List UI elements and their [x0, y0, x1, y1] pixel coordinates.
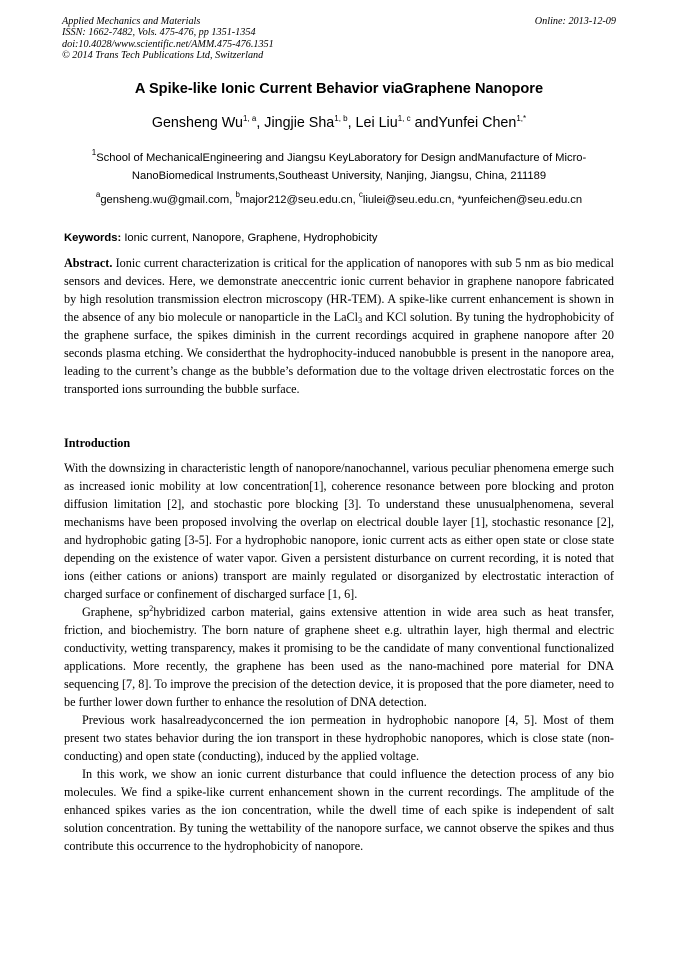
author-name: Gensheng Wu — [151, 115, 243, 131]
keywords — [64, 230, 377, 246]
introduction-body — [64, 459, 614, 855]
abstract-text: Ionic current characterization is critical for the application of nanopores with sub 5 nm as bio medical sensors and devices. Here, we demonstrate aneccentric ionic current behavior in graphene nanopore fabricated by high resolution transmission electron microscopy (HR-TEM). A spike-like current enhancement is shown in the absence of any bio molecule or nanoparticle in the LaCl — [64, 256, 615, 324]
author-name: Jingjie Sha — [264, 115, 335, 131]
author-list — [40, 114, 638, 132]
email-address[interactable]: *yunfeichen@seu.edu.cn — [457, 194, 583, 206]
paragraph-text-continued: hybridized carbon material, gains extensive attention in wide area such as heat transfer, friction, and biochemistry. The born nature of graphene sheet e.g. ultrathin layer, high thermal and electric conductivity, wetting transparency, makes it promising to be the candidate of many conventional functionalized applications. More recently, the graphene has been used as the nano-machined pore material for DNA sequencing [7, 8]. To improve the precision of the detection device, it is proposed that the pore diameter, need to be further lower down further to enhance the resolution of DNA detection. — [64, 605, 614, 709]
email-mark: b — [235, 190, 240, 199]
abstract-text-continued: and KCl solution. By tuning the hydrophobicity of the graphene surface, the spikes diminish in the current recordings acquired in graphene nanopore after 20 seconds plasma etching. We considerthat the hydrophocity-induced nanobubble is present in the nanopore area, leading to the current’s change as the bubble’s deformation due to the voltage driven electrostatic forces on the transported ions surrounding the bubble surface. — [64, 310, 614, 396]
journal-copyright: © 2014 Trans Tech Publications Ltd, Switzerland — [62, 49, 264, 61]
paragraph: With the downsizing in characteristic length of nanopore/nanochannel, various peculiar phenomena emerge such as increased ionic mobility at low concentration[1], coherence resonance between pore blocking and proton diffusion limitation [2], and stochastic pore blocking [3]. To understand these unusualphenomena, several mechanisms have been proposed involving the overlap on electrical double layer [1], stochastic resonance [2], and hydrophobic gating [3-5]. For a hydrophobic nanopore, ionic current acts as either open state or close state depending on the existence of water vapor. Given a persistent disturbance on current recording, it is noted that ions (either cations or anions) transport are mainly regulated or disorganized by electrostatic interaction of charged surface or confinement of discharged surface [1, 6]. — [64, 461, 614, 601]
author-affiliation-mark: 1,* — [516, 114, 527, 123]
email-list — [40, 192, 638, 208]
affiliation-mark: 1 — [91, 148, 97, 157]
author-affiliation-mark: 1, b — [334, 114, 348, 123]
email-address[interactable]: gensheng.wu@gmail.com, — [100, 194, 236, 206]
paragraph — [64, 603, 614, 711]
affiliation — [62, 150, 616, 185]
journal-doi: doi:10.4028/www.scientific.net/AMM.475-476.1351 — [62, 38, 274, 50]
paper-title: A Spike-like Ionic Current Behavior viaGraphene Nanopore — [134, 81, 544, 97]
author-separator: and — [410, 115, 439, 131]
paragraph-text: Graphene, sp — [82, 605, 150, 619]
abstract — [64, 254, 614, 398]
author-separator: , — [256, 115, 265, 131]
section-heading-introduction: Introduction — [64, 436, 131, 450]
email-mark: c — [358, 190, 363, 199]
author-name: Lei Liu — [355, 115, 398, 131]
email-address[interactable]: major212@seu.edu.cn, — [239, 194, 359, 206]
abstract-label: Abstract. — [64, 256, 113, 270]
online-date: Online: 2013-12-09 — [534, 16, 616, 27]
superscript: 2 — [149, 604, 154, 613]
paragraph: In this work, we show an ionic current disturbance that could influence the detection process of any bio molecules. We find a spike-like current enhancement shown in the current recordings. The amplitude of the enhanced spikes varies as the ion concentration, while the dwell time of each spike is independent of salt solution concentration. By tuning the wettability of the nanopore surface, we cannot observe the spikes and thus contribute this occurrence to the hydrophobicity of nanopore. — [64, 767, 614, 853]
keywords-label: Keywords: — [64, 232, 122, 244]
journal-header — [62, 16, 274, 61]
author-affiliation-mark: 1, c — [397, 114, 411, 123]
author-affiliation-mark: 1, a — [243, 114, 257, 123]
email-address[interactable]: liulei@seu.edu.cn, — [362, 194, 458, 206]
keywords-text: Ionic current, Nanopore, Graphene, Hydrophobicity — [124, 232, 378, 244]
author-name: Yunfei Chen — [438, 115, 517, 131]
paragraph: Previous work hasalreadyconcerned the ion permeation in hydrophobic nanopore [4, 5]. Most of them present two states behavior during the ion transport in these hydrophobic nanopores, which is close state (non-conducting) and open state (conducting), induced by the applied voltage. — [64, 713, 614, 763]
journal-name: Applied Mechanics and Materials — [62, 16, 201, 27]
affiliation-text: School of MechanicalEngineering and Jiangsu KeyLaboratory for Design andManufacture of Micro-NanoBiomedical Instruments,Southeast University, Nanjing, Jiangsu, China, 211189 — [96, 152, 587, 182]
abstract-subscript: 3 — [358, 316, 363, 325]
author-separator: , — [347, 115, 356, 131]
email-mark: a — [95, 190, 101, 199]
journal-issn: ISSN: 1662-7482, Vols. 475-476, pp 1351-1354 — [62, 27, 256, 39]
